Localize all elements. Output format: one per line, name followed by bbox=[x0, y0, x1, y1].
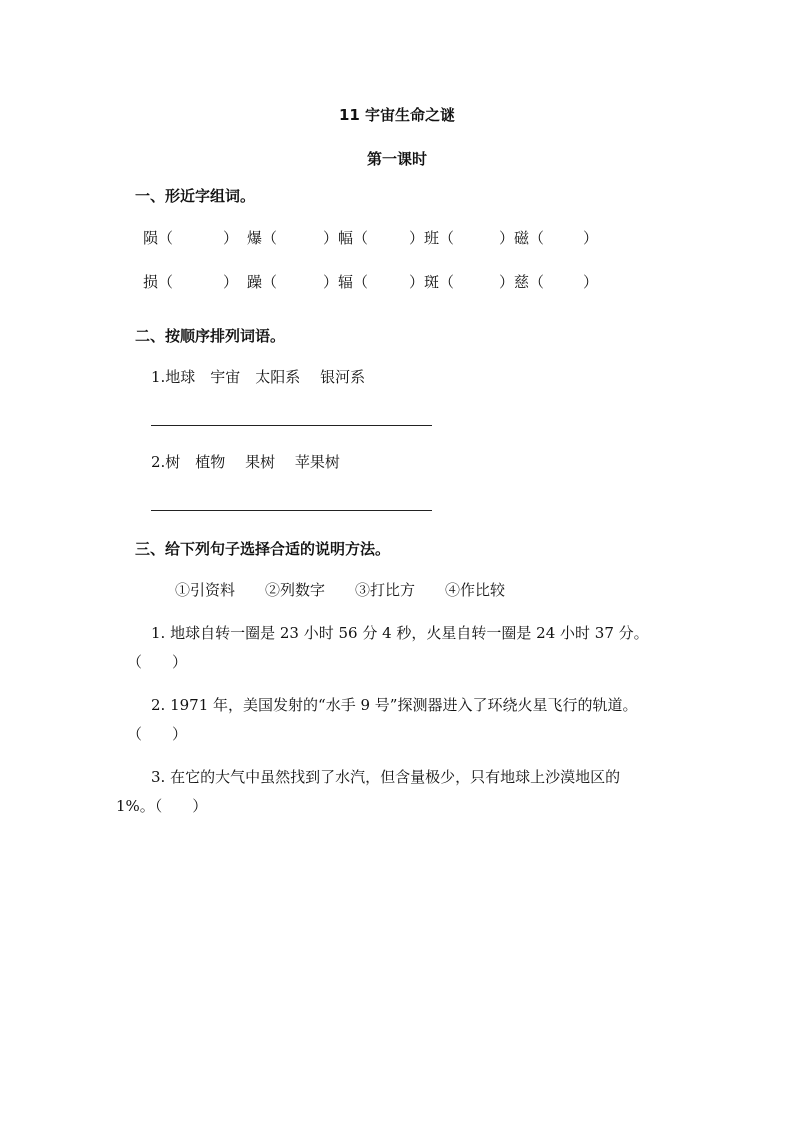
section1-row2-cell: 躁（ bbox=[247, 273, 278, 291]
section1-row2-cell: 损（ bbox=[143, 273, 174, 291]
section2-item1: 1.地球 宇宙 太阳系 银河系 bbox=[151, 368, 366, 386]
section1-row1-cell: 陨（ bbox=[143, 229, 174, 247]
section1-row2-cell: ）斑（ bbox=[409, 273, 455, 291]
section3-options: ①引资料 ②列数字 ③打比方 ④作比较 bbox=[175, 581, 506, 599]
section3-question3: 3. 在它的大气中虽然找到了水汽，但含量极少，只有地球上沙漠地区的 bbox=[151, 768, 621, 786]
section1-row2 bbox=[143, 271, 598, 292]
section2-heading: 二、按顺序排列词语。 bbox=[135, 327, 286, 345]
section3-question1-blank: （ ） bbox=[127, 653, 188, 671]
page-subtitle: 第一课时 bbox=[366, 150, 427, 168]
section1-row1-cell: ） bbox=[583, 229, 599, 247]
section1-heading: 一、形近字组词。 bbox=[135, 187, 256, 205]
page-title: 11 宇宙生命之谜 bbox=[338, 106, 456, 124]
section1-row1-cell: ） bbox=[223, 229, 239, 247]
section1-row1-cell: ）磁（ bbox=[499, 229, 545, 247]
section3-question1: 1. 地球自转一圈是 23 小时 56 分 4 秒，火星自转一圈是 24 小时 37 分。 bbox=[151, 624, 649, 642]
section2-item2: 2.树 植物 果树 苹果树 bbox=[151, 453, 340, 471]
section1-row2-cell: ） bbox=[583, 273, 599, 291]
section3-question3-end: 1%。（ ） bbox=[116, 797, 208, 815]
section3-question2: 2. 1971 年，美国发射的“水手 9 号”探测器进入了环绕火星飞行的轨道。 bbox=[151, 696, 638, 714]
section1-row2-cell: ）慈（ bbox=[499, 273, 545, 291]
section1-row1-cell: ）幅（ bbox=[323, 229, 369, 247]
section1-row1 bbox=[143, 227, 598, 248]
section3-heading: 三、给下列句子选择合适的说明方法。 bbox=[135, 540, 391, 558]
section1-row1-cell: 爆（ bbox=[247, 229, 278, 247]
section3-question2-blank: （ ） bbox=[127, 725, 188, 743]
section1-row2-cell: ） bbox=[223, 273, 239, 291]
section1-row2-cell: ）辐（ bbox=[323, 273, 369, 291]
answer-line bbox=[151, 425, 432, 426]
answer-line bbox=[151, 510, 432, 511]
section1-row1-cell: ）班（ bbox=[409, 229, 455, 247]
